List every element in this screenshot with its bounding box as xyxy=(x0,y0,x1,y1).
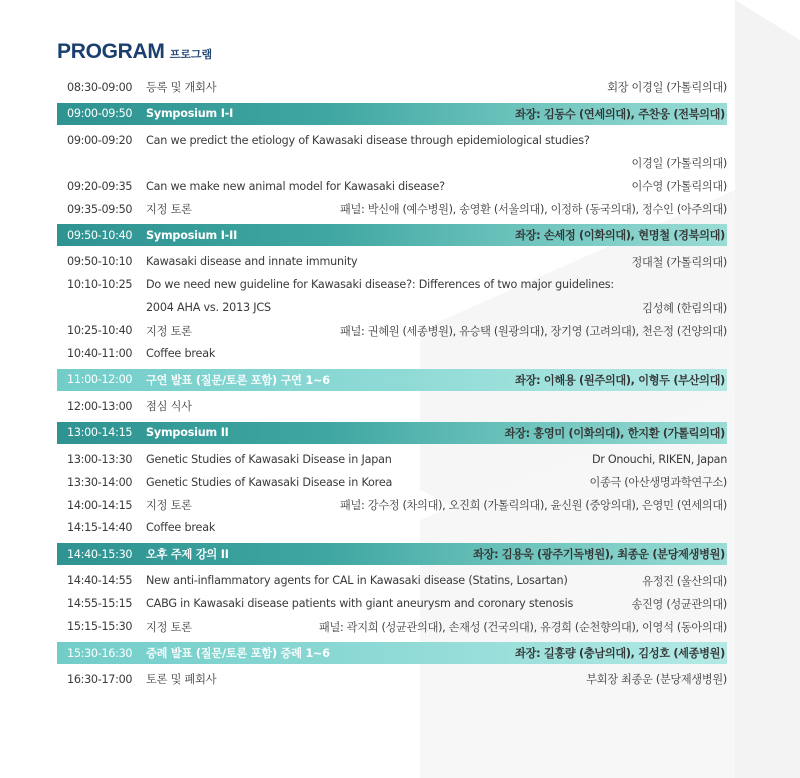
session-chair: 좌장: 홍영미 (이화의대), 한지환 (가톨릭의대) xyxy=(504,426,725,440)
session-chair: 좌장: 길홍량 (충남의대), 김성호 (세종병원) xyxy=(515,647,725,661)
session-chair: 좌장: 김용욱 (광주기독병원), 최종운 (분당제생병원) xyxy=(473,548,725,562)
session-header-band xyxy=(57,642,727,664)
session-chair: 좌장: 이해용 (원주의대), 이형두 (부산의대) xyxy=(515,373,725,387)
session-chair: 좌장: 손세정 (이화의대), 현명철 (경북의대) xyxy=(515,229,725,243)
panel-members: 패널: 강수정 (차의대), 오진희 (가톨릭의대), 윤신원 (중앙의대), 은영민 (연세의대) xyxy=(339,499,727,513)
row-text: 지정 토론 xyxy=(146,324,192,338)
row-time: 08:30-09:00 xyxy=(67,80,133,94)
speaker: 이수영 (가톨릭의대) xyxy=(631,180,727,194)
row-time: 09:50-10:10 xyxy=(67,255,133,269)
session-title: Symposium I-I xyxy=(146,107,234,121)
schedule-row xyxy=(57,250,727,273)
row-text: Genetic Studies of Kawasaki Disease in Korea xyxy=(146,475,393,489)
row-text: 지정 토론 xyxy=(146,203,192,216)
schedule-row-panel xyxy=(57,615,727,638)
row-text: Do we need new guideline for Kawasaki disease?: Differences of two major guidelines: xyxy=(146,278,614,292)
program-title: PROGRAM xyxy=(57,40,165,63)
row-text: 점심 식사 xyxy=(146,400,192,414)
schedule-row-panel xyxy=(57,198,727,221)
speaker: 부회장 최종운 (분당제생병원) xyxy=(586,673,727,687)
schedule-row xyxy=(57,569,727,592)
speaker: 송진영 (성균관의대) xyxy=(631,597,727,611)
panel-members: 패널: 권혜원 (세종병원), 유승택 (원광의대), 장기영 (고려의대), 천은정 (건양의대) xyxy=(339,324,727,338)
session-time: 13:00-14:15 xyxy=(67,426,133,440)
session-header-band xyxy=(57,103,727,125)
schedule-row-panel xyxy=(57,319,727,342)
row-time: 09:35-09:50 xyxy=(67,202,133,216)
session-time: 14:40-15:30 xyxy=(67,547,133,561)
row-time: 14:55-15:15 xyxy=(67,597,133,611)
session-header-band xyxy=(57,369,727,391)
row-text: Can we make new animal model for Kawasaki disease? xyxy=(146,179,445,193)
row-time: 15:15-15:30 xyxy=(67,620,133,634)
session-title: Symposium II xyxy=(146,426,229,440)
row-text: Genetic Studies of Kawasaki Disease in Japan xyxy=(146,452,392,466)
session-header-band xyxy=(57,543,727,565)
panel-members: 패널: 박신애 (예수병원), 송영환 (서울의대), 이정하 (동국의대), 정수인 (아주의대) xyxy=(339,203,727,216)
row-text: Can we predict the etiology of Kawasaki disease through epidemiological studies? xyxy=(146,133,590,147)
speaker: 회장 이경일 (가톨릭의대) xyxy=(607,81,727,95)
schedule-row xyxy=(57,129,727,152)
schedule-row xyxy=(57,668,727,691)
session-header-band xyxy=(57,422,727,444)
row-time: 13:30-14:00 xyxy=(67,475,133,489)
row-time: 10:25-10:40 xyxy=(67,324,133,338)
row-time: 10:40-11:00 xyxy=(67,346,133,360)
speaker: 이종극 (아산생명과학연구소) xyxy=(589,476,727,490)
schedule-row-continued xyxy=(57,296,727,319)
session-title: 오후 주제 강의 II xyxy=(146,548,229,562)
schedule-row-continued xyxy=(57,152,727,175)
panel-members: 패널: 곽지희 (성균관의대), 손재성 (건국의대), 유경희 (순천향의대), 이영석 (동아의대) xyxy=(318,620,727,634)
schedule-row xyxy=(57,448,727,471)
talk-title: 2004 AHA vs. 2013 JCS xyxy=(146,301,271,315)
row-text: Kawasaki disease and innate immunity xyxy=(146,255,358,269)
row-time: 10:10-10:25 xyxy=(67,278,133,292)
row-text: 토론 및 폐회사 xyxy=(146,673,217,687)
session-time: 11:00-12:00 xyxy=(67,373,133,387)
session-chair: 좌장: 김동수 (연세의대), 주찬웅 (전북의대) xyxy=(515,107,725,121)
schedule-row xyxy=(57,76,727,99)
row-text: CABG in Kawasaki disease patients with giant aneurysm and coronary stenosis xyxy=(146,597,574,611)
row-text: 등록 및 개회사 xyxy=(146,81,217,95)
program-header xyxy=(57,40,727,72)
row-text: Coffee break xyxy=(146,346,216,360)
speaker: 정대철 (가톨릭의대) xyxy=(631,255,727,269)
row-time: 09:00-09:20 xyxy=(67,133,133,147)
session-header-band xyxy=(57,224,727,246)
row-text: 지정 토론 xyxy=(146,620,192,634)
session-time: 09:50-10:40 xyxy=(67,228,133,242)
speaker: Dr Onouchi, RIKEN, Japan xyxy=(591,452,727,466)
schedule-row xyxy=(57,175,727,198)
speaker: 이경일 (가톨릭의대) xyxy=(631,157,727,171)
schedule-row xyxy=(57,516,727,539)
row-time: 09:20-09:35 xyxy=(67,179,133,193)
speaker: 유정진 (울산의대) xyxy=(642,574,727,588)
speaker: 김성혜 (한림의대) xyxy=(642,301,727,315)
program-subtitle: 프로그램 xyxy=(169,48,213,61)
row-time: 16:30-17:00 xyxy=(67,672,133,686)
schedule-row-panel xyxy=(57,494,727,517)
row-text: New anti-inflammatory agents for CAL in Kawasaki disease (Statins, Losartan) xyxy=(146,574,568,588)
row-text: Coffee break xyxy=(146,521,216,535)
schedule-rows xyxy=(57,76,727,691)
row-time: 14:40-14:55 xyxy=(67,574,133,588)
schedule-row xyxy=(57,592,727,615)
row-time: 14:15-14:40 xyxy=(67,521,133,535)
session-title: 구연 발표 (질문/토론 포함) 구연 1~6 xyxy=(146,373,330,387)
schedule-row xyxy=(57,395,727,418)
session-title: 증례 발표 (질문/토론 포함) 증례 1~6 xyxy=(146,647,330,661)
row-time: 12:00-13:00 xyxy=(67,399,133,413)
session-time: 15:30-16:30 xyxy=(67,646,133,660)
schedule-row xyxy=(57,273,727,296)
row-text: 지정 토론 xyxy=(146,499,192,513)
schedule-row xyxy=(57,471,727,494)
row-time: 13:00-13:30 xyxy=(67,452,133,466)
session-time: 09:00-09:50 xyxy=(67,107,133,121)
schedule-row xyxy=(57,342,727,365)
row-time: 14:00-14:15 xyxy=(67,498,133,512)
program-schedule xyxy=(57,40,727,691)
session-title: Symposium I-II xyxy=(146,228,238,242)
